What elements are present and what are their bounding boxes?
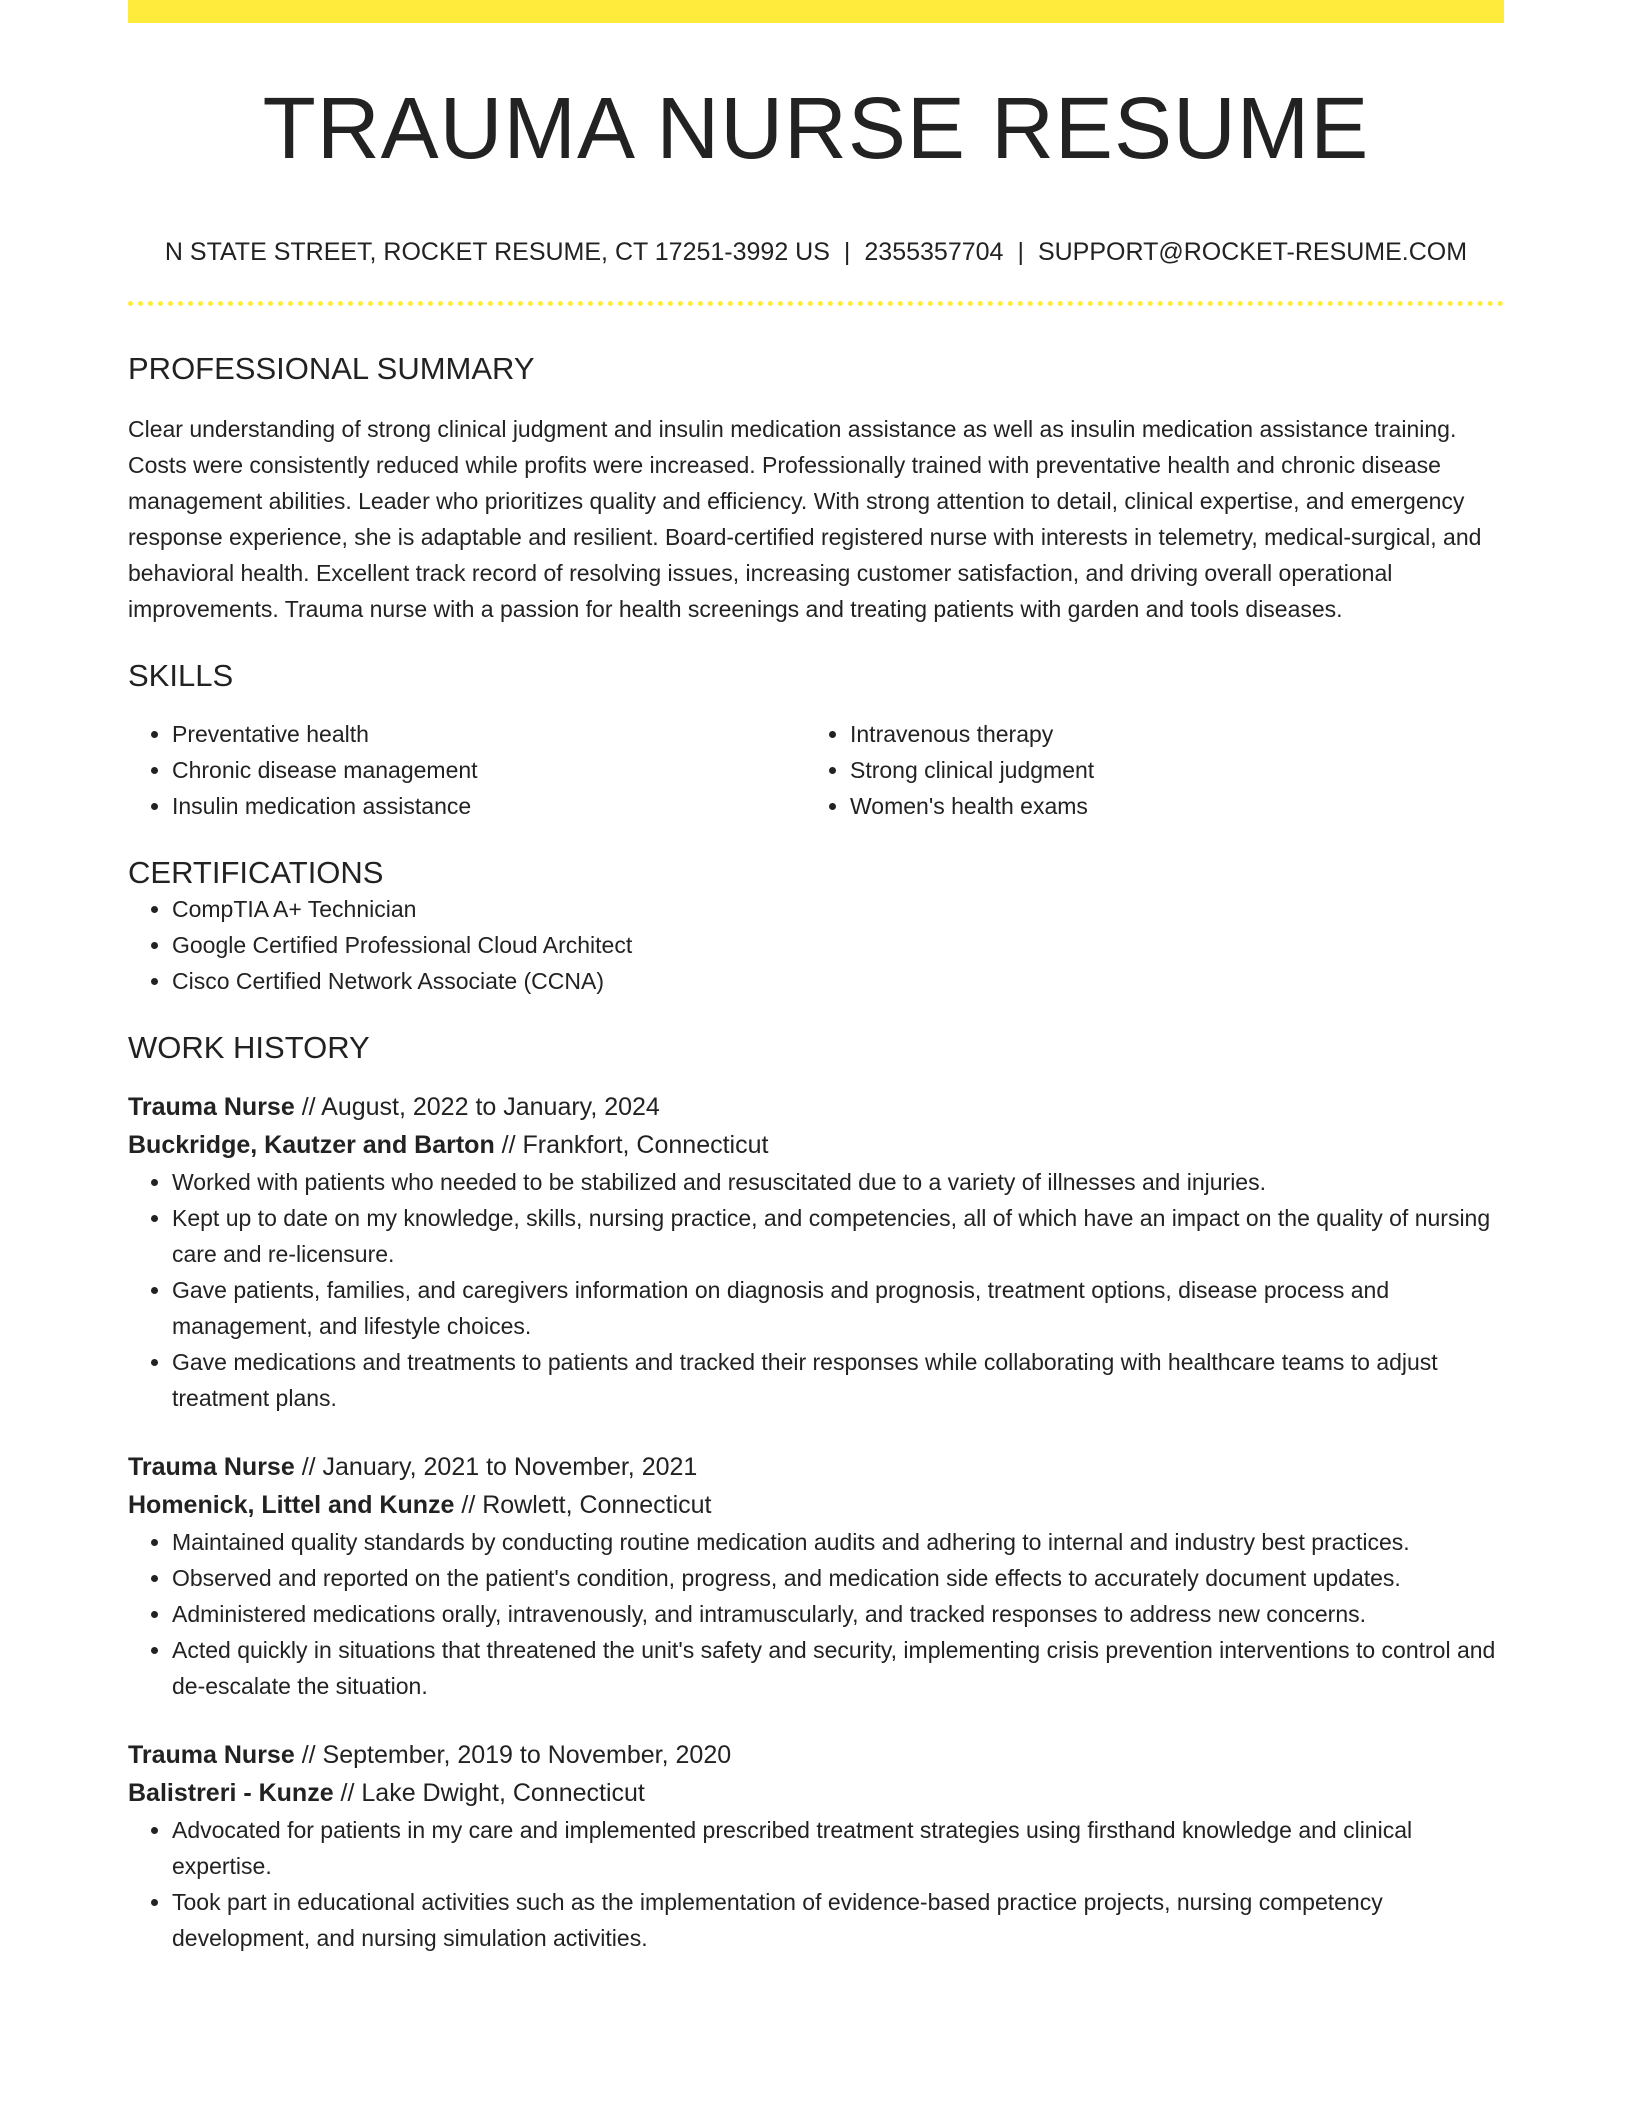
resume-title: TRAUMA NURSE RESUME: [262, 80, 1370, 177]
job-title-line: [128, 1736, 1504, 1774]
job-location: // Frankfort, Connecticut: [494, 1131, 769, 1160]
skill-item: • Women's health exams: [850, 788, 1484, 824]
contact-phone: 2355357704: [864, 237, 1004, 266]
job-bullet: • Worked with patients who needed to be stabilized and resuscitated due to a variety of illnesses and injuries.: [172, 1164, 1504, 1200]
skills-column-right: [806, 716, 1484, 824]
job-dates: // January, 2021 to November, 2021: [294, 1453, 698, 1482]
job-bullet: • Gave medications and treatments to patients and tracked their responses while collaborating with healthcare teams to adjust treatment plans.: [172, 1344, 1504, 1416]
job-title-line: [128, 1448, 1504, 1486]
job-bullet: • Maintained quality standards by conducting routine medication audits and adhering to internal and industry best practices.: [172, 1524, 1504, 1560]
job-company-line: [128, 1126, 1504, 1164]
skills-heading: SKILLS: [128, 657, 234, 693]
skills-column-left: [128, 716, 806, 824]
skill-item: • Chronic disease management: [172, 752, 806, 788]
job-bullet: • Advocated for patients in my care and implemented prescribed treatment strategies using firsthand knowledge and clinical expertise.: [172, 1812, 1504, 1884]
job-company: Balistreri - Kunze: [128, 1779, 334, 1808]
dotted-divider: [128, 301, 1504, 306]
job-entry: [128, 1736, 1504, 1956]
job-location: // Rowlett, Connecticut: [454, 1491, 712, 1520]
job-bullet: • Kept up to date on my knowledge, skills, nursing practice, and competencies, all of which have an impact on the quality of nursing care and re-licensure.: [172, 1200, 1504, 1272]
job-bullet: • Observed and reported on the patient's condition, progress, and medication side effects to accurately document updates.: [172, 1560, 1504, 1596]
job-bullet: • Acted quickly in situations that threatened the unit's safety and security, implementing crisis prevention interventions to control and de-escalate the situation.: [172, 1632, 1504, 1704]
contact-separator: |: [843, 237, 851, 266]
job-dates: // August, 2022 to January, 2024: [294, 1093, 660, 1122]
job-entry: [128, 1088, 1504, 1416]
skill-item: • Preventative health: [172, 716, 806, 752]
skills-list-left: [128, 716, 806, 824]
contact-separator: |: [1017, 237, 1024, 266]
summary-heading: PROFESSIONAL SUMMARY: [128, 350, 535, 386]
job-title: Trauma Nurse: [128, 1741, 295, 1770]
job-company: Homenick, Littel and Kunze: [128, 1491, 455, 1520]
job-entry: [128, 1448, 1504, 1704]
job-title: Trauma Nurse: [128, 1453, 295, 1482]
job-bullet-list: [128, 1812, 1504, 1956]
job-dates: // September, 2019 to November, 2020: [294, 1741, 732, 1770]
certifications-list: [128, 891, 1504, 999]
certifications-heading: CERTIFICATIONS: [128, 855, 384, 891]
job-bullet-list: [128, 1164, 1504, 1416]
top-accent-bar: [128, 0, 1504, 23]
skill-item: • Intravenous therapy: [850, 716, 1484, 752]
job-company-line: [128, 1774, 1504, 1812]
job-location: // Lake Dwight, Connecticut: [333, 1779, 645, 1808]
skills-grid: [128, 716, 1504, 824]
certification-item: • CompTIA A+ Technician: [172, 891, 1504, 927]
job-bullet: • Gave patients, families, and caregivers information on diagnosis and prognosis, treatment options, disease process and management, and lifestyle choices.: [172, 1272, 1504, 1344]
job-company: Buckridge, Kautzer and Barton: [128, 1131, 495, 1160]
contact-address: N STATE STREET, ROCKET RESUME, CT 17251-3992 US: [164, 237, 830, 266]
resume-page: [128, 0, 1504, 1956]
skills-list-right: [806, 716, 1484, 824]
job-title: Trauma Nurse: [128, 1093, 295, 1122]
job-bullet: • Administered medications orally, intravenously, and intramuscularly, and tracked responses to address new concerns.: [172, 1596, 1504, 1632]
work-history-heading: WORK HISTORY: [128, 1030, 370, 1066]
contact-email: SUPPORT@ROCKET-RESUME.COM: [1037, 237, 1468, 266]
certification-item: • Cisco Certified Network Associate (CCNA): [172, 963, 1504, 999]
job-company-line: [128, 1486, 1504, 1524]
certification-item: • Google Certified Professional Cloud Architect: [172, 927, 1504, 963]
summary-text: Clear understanding of strong clinical judgment and insulin medication assistance as well as insulin medication assistance training. Costs were consistently reduced while profits were increased. Professionally trained with preventative health and chronic disease management abilities. Leader who prioritizes quality and efficiency. With strong attention to detail, clinical expertise, and emergency response experience, she is adaptable and resilient. Board-certified registered nurse with interests in telemetry, medical-surgical, and behavioral health. Excellent track record of resolving issues, increasing customer satisfaction, and driving overall operational improvements. Trauma nurse with a passion for health screenings and treating patients with garden and tools diseases.: [128, 415, 1482, 622]
job-title-line: [128, 1088, 1504, 1126]
job-bullet-list: [128, 1524, 1504, 1704]
skill-item: • Strong clinical judgment: [850, 752, 1484, 788]
job-bullet: • Took part in educational activities such as the implementation of evidence-based practice projects, nursing competency development, and nursing simulation activities.: [172, 1884, 1504, 1956]
contact-line: [128, 237, 1504, 267]
skill-item: • Insulin medication assistance: [172, 788, 806, 824]
